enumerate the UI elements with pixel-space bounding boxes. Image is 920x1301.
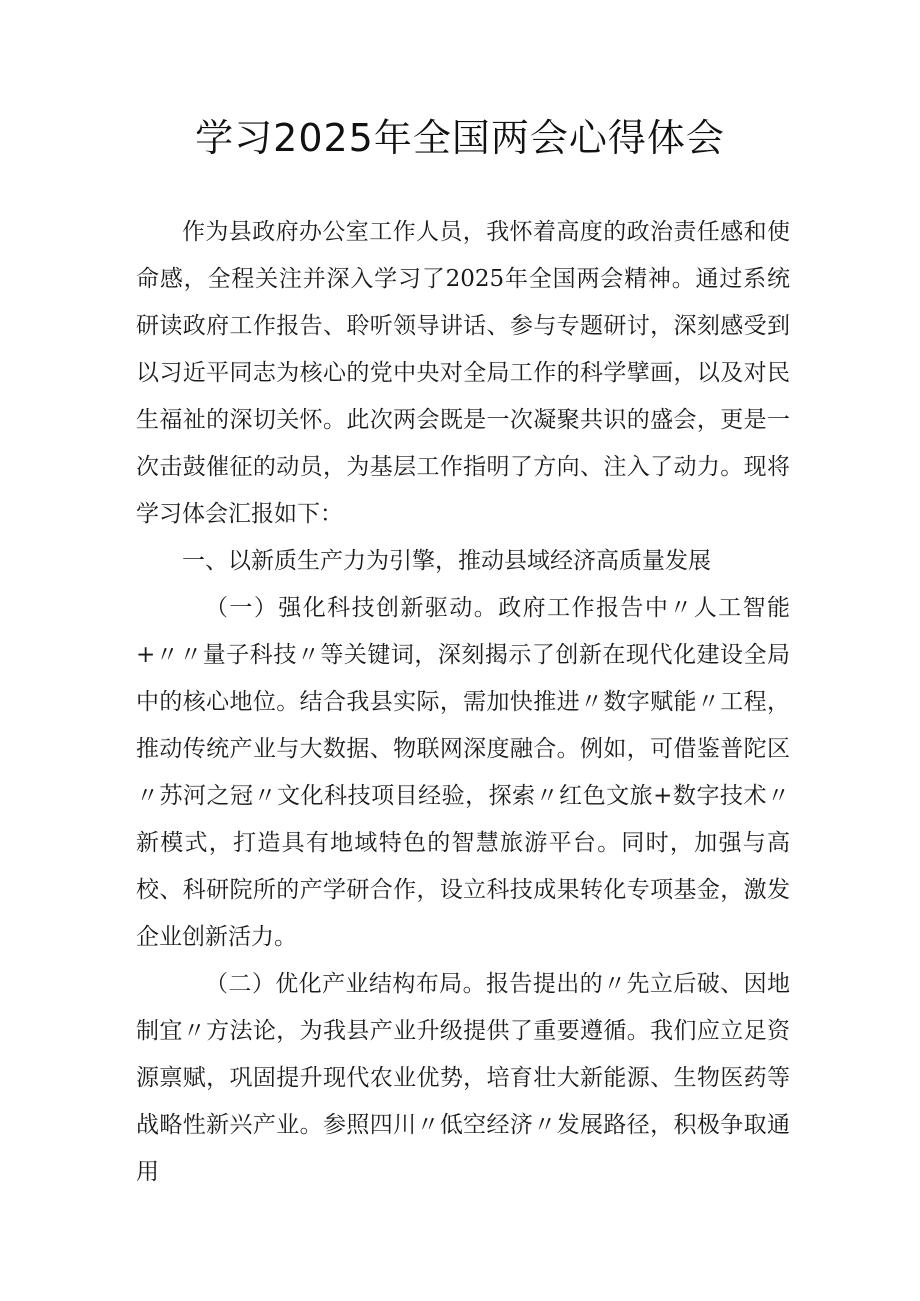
document-title: 学习2025年全国两会心得体会 — [195, 116, 725, 160]
intro-paragraph: 作为县政府办公室工作人员，我怀着高度的政治责任感和使命感，全程关注并深入学习了2025年全国两会精神。通过系统研读政府工作报告、聆听领导讲话、参与专题研讨，深刻感受到以习近平同志为核心的党中央对全局工作的科学擘画，以及对民生福祉的深切关怀。此次两会既是一次凝聚共识的盛会，更是一次击鼓催征的动员，为基层工作指明了方向、注入了动力。现将学习体会汇报如下： — [136, 219, 790, 527]
subsection-paragraph-1: （一）强化科技创新驱动。政府工作报告中〃人工智能+〃〃量子科技〃等关键词，深刻揭示了创新在现代化建设全局中的核心地位。结合我县实际，需加快推进〃数字赋能〃工程，推动传统产业与大数据、物联网深度融合。例如，可借鉴普陀区〃苏河之冠〃文化科技项目经验，探索〃红色文旅+数字技术〃新模式，打造具有地域特色的智慧旅游平台。同时，加强与高校、科研院所的产学研合作，设立科技成果转化专项基金，激发企业创新活力。 — [136, 595, 790, 950]
document-body — [136, 209, 790, 1196]
subsection-paragraph-2: （二）优化产业结构布局。报告提出的〃先立后破、因地制宜〃方法论，为我县产业升级提供了重要遵循。我们应立足资源禀赋，巩固提升现代农业优势，培育壮大新能源、生物医药等战略性新兴产业。参照四川〃低空经济〃发展路径，积极争取通用 — [136, 971, 790, 1185]
section-heading-1: 一、以新质生产力为引擎，推动县域经济高质量发展 — [182, 548, 711, 574]
